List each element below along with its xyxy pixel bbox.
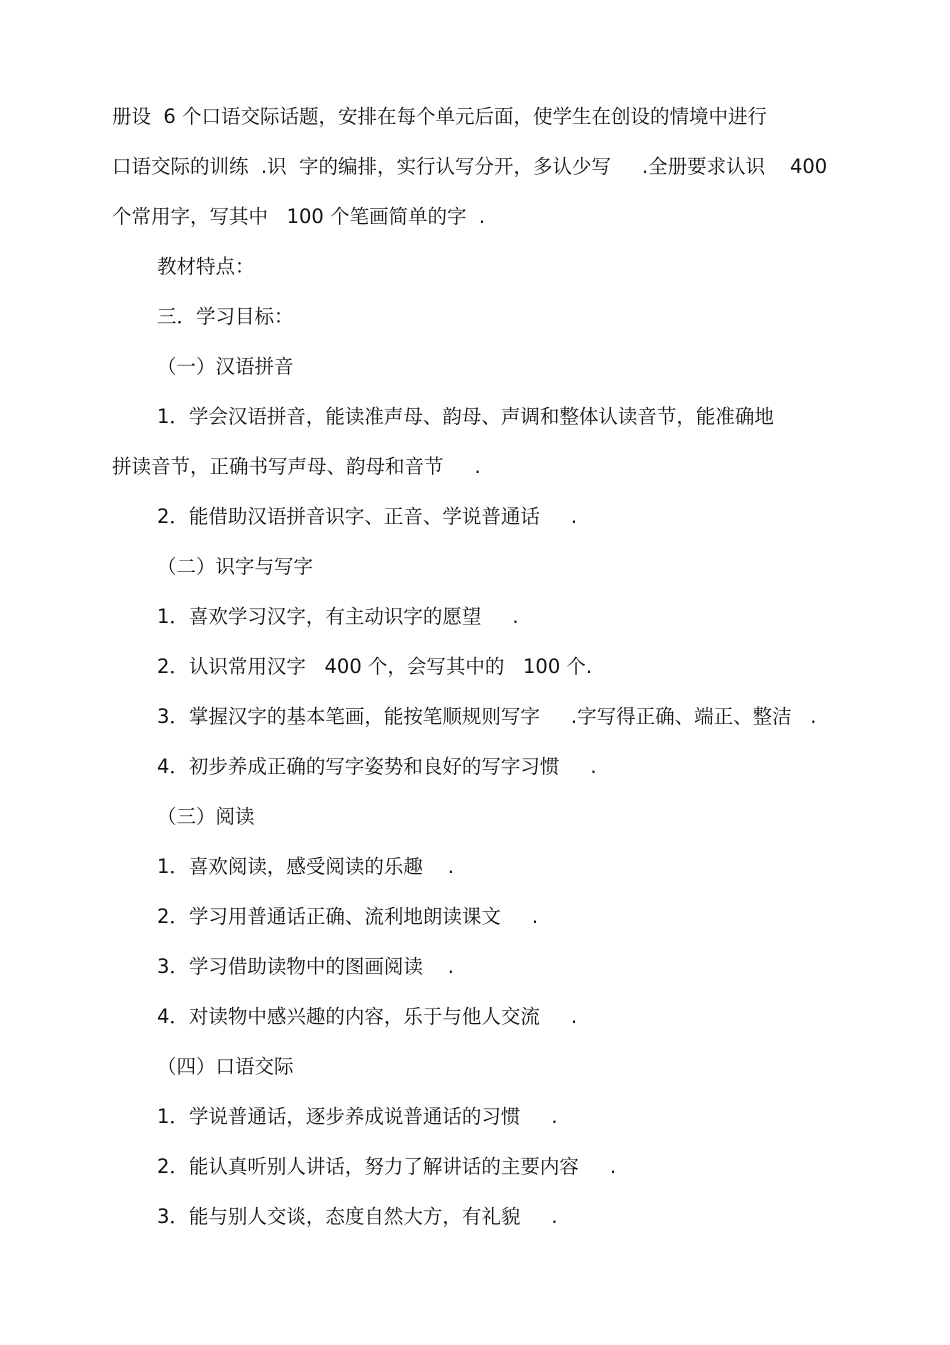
list-item: 2．学习用普通话正确、流利地朗读课文 .	[157, 905, 539, 928]
section-heading: 教材特点：	[157, 255, 255, 278]
subsection-heading: （三）阅读	[157, 805, 255, 828]
subsection-heading: （一）汉语拼音	[157, 355, 294, 378]
list-item: 4．初步养成正确的写字姿势和良好的写字习惯 .	[157, 755, 597, 778]
list-item: 2．能借助汉语拼音识字、正音、学说普通话 .	[157, 505, 578, 528]
list-item: 3．掌握汉字的基本笔画，能按笔顺规则写字 .字写得正确、端正、整洁 .	[157, 705, 817, 728]
subsection-heading: （二）识字与写字	[157, 555, 314, 578]
list-item: 2．认识常用汉字 400 个，会写其中的 100 个.	[157, 655, 593, 678]
list-item: 3．能与别人交谈，态度自然大方，有礼貌 .	[157, 1205, 558, 1228]
list-item: 3．学习借助读物中的图画阅读 .	[157, 955, 454, 978]
list-item-continuation: 拼读音节，正确书写声母、韵母和音节 .	[112, 455, 481, 478]
section-heading: 三．学习目标：	[157, 305, 294, 328]
list-item: 1．学说普通话，逐步养成说普通话的习惯 .	[157, 1105, 558, 1128]
list-item: 1．喜欢阅读，感受阅读的乐趣 .	[157, 855, 454, 878]
subsection-heading: （四）口语交际	[157, 1055, 294, 1078]
list-item: 2．能认真听别人讲话，努力了解讲话的主要内容 .	[157, 1155, 617, 1178]
list-item: 1．学会汉语拼音，能读准声母、韵母、声调和整体认读音节，能准确地	[157, 405, 774, 428]
text-line: 口语交际的训练 .识 字的编排，实行认写分开，多认少写 .全册要求认识 400	[112, 155, 828, 178]
list-item: 4．对读物中感兴趣的内容，乐于与他人交流 .	[157, 1005, 578, 1028]
list-item: 1．喜欢学习汉字，有主动识字的愿望 .	[157, 605, 519, 628]
text-line: 册设 6 个口语交际话题，安排在每个单元后面，使学生在创设的情境中进行	[112, 105, 768, 128]
text-line: 个常用字，写其中 100 个笔画简单的字 .	[112, 205, 486, 228]
